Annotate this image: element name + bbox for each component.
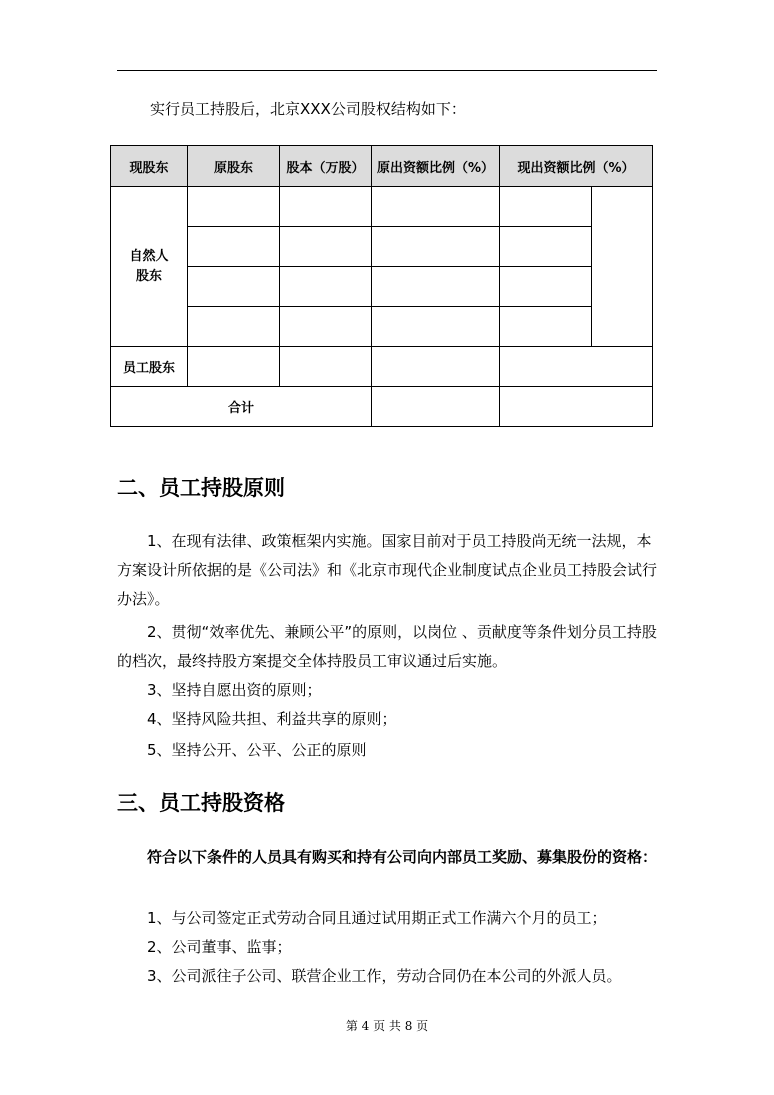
table-cell (188, 227, 280, 267)
table-cell (188, 347, 280, 387)
intro-text: 实行员工持股后，北京XXX公司股权结构如下： (150, 100, 466, 118)
equity-structure-table (110, 145, 653, 427)
table-cell (592, 187, 653, 347)
table-cell (188, 267, 280, 307)
section-3-title: 三、员工持股资格 (117, 791, 285, 815)
header-rule (117, 70, 657, 71)
section-3-lead: 符合以下条件的人员具有购买和持有公司向内部员工奖励、募集股份的资格： (147, 848, 658, 866)
section-2-item-4: 4、坚持风险共担、利益共享的原则； (147, 710, 397, 728)
table-row (111, 347, 653, 387)
table-row (111, 187, 653, 227)
table-row (111, 267, 653, 307)
employee-shareholder-label: 员工股东 (111, 347, 188, 387)
table-cell (372, 267, 500, 307)
table-cell (372, 187, 500, 227)
table-header-row (111, 146, 653, 187)
table-cell (372, 307, 500, 347)
table-cell (500, 187, 592, 227)
header-original-ratio: 原出资额比例（%） (372, 146, 500, 187)
section-3-item-2: 2、公司董事、监事； (147, 938, 292, 956)
table-cell (188, 307, 280, 347)
total-label: 合计 (111, 387, 372, 427)
table-row (111, 307, 653, 347)
table-cell (372, 387, 500, 427)
table-cell (280, 187, 372, 227)
section-2-item-3: 3、坚持自愿出资的原则； (147, 681, 322, 699)
table-cell (500, 267, 592, 307)
header-current-ratio: 现出资额比例（%） (500, 146, 653, 187)
table-cell (280, 307, 372, 347)
section-3-item-1: 1、与公司签定正式劳动合同且通过试用期正式工作满六个月的员工； (147, 909, 607, 927)
table-cell (500, 347, 653, 387)
table-cell (280, 227, 372, 267)
natural-person-label: 自然人股东 (129, 248, 169, 284)
header-share-capital: 股本（万股） (280, 146, 372, 187)
section-2-title: 二、员工持股原则 (117, 476, 285, 500)
table-cell (500, 307, 592, 347)
table-cell (188, 187, 280, 227)
section-2-item-2: 2、贯彻“效率优先、兼顾公平”的原则，以岗位 、贡献度等条件划分员工持股的档次，最终持股方案提交全体持股员工审议通过后实施。 (117, 623, 657, 670)
natural-person-shareholder-cell (111, 187, 188, 347)
section-2-item-5: 5、坚持公开、公平、公正的原则 (147, 741, 367, 759)
header-original-shareholder: 原股东 (188, 146, 280, 187)
table-row (111, 387, 653, 427)
table-cell (372, 227, 500, 267)
section-2-item-1: 1、在现有法律、政策框架内实施。国家目前对于员工持股尚无统一法规，本方案设计所依据的是《公司法》和《北京市现代企业制度试点企业员工持股会试行办法》。 (117, 532, 658, 608)
table-row (111, 227, 653, 267)
table-cell (372, 347, 500, 387)
page-footer: 第 4 页 共 8 页 (345, 1019, 429, 1033)
table-cell (280, 267, 372, 307)
header-current-shareholder: 现股东 (111, 146, 188, 187)
table-cell (500, 387, 653, 427)
section-3-item-3: 3、公司派往子公司、联营企业工作，劳动合同仍在本公司的外派人员。 (147, 967, 622, 985)
table-cell (500, 227, 592, 267)
table-cell (280, 347, 372, 387)
